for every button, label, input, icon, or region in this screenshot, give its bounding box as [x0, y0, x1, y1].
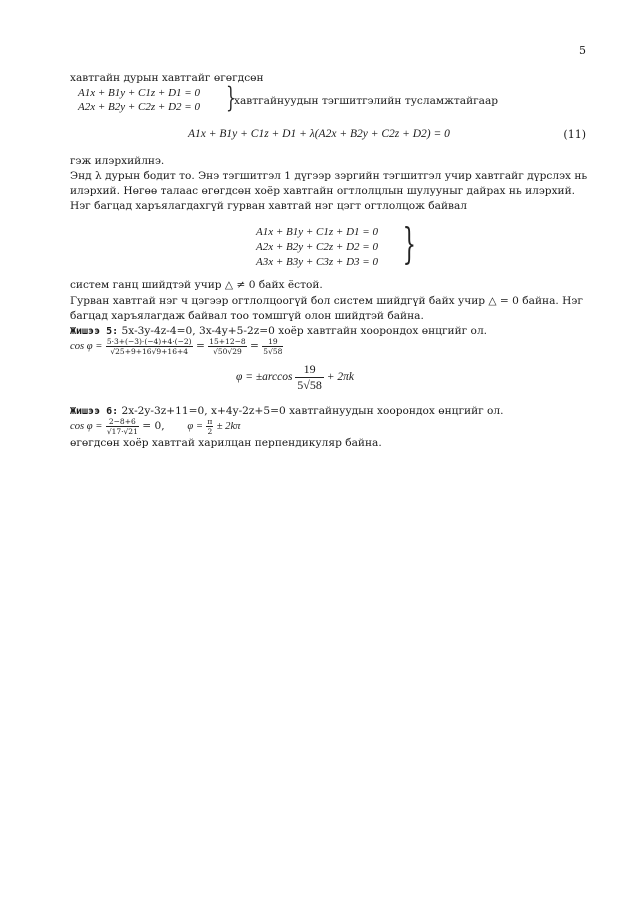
system-2-eq-3: A3x + B3y + C3z + D3 = 0 — [256, 256, 378, 268]
paragraph-2-line-2: Гурван хавтгай нэг ч цэгээр огтлолцоогүй бол систем шийдгүй байх учир △ = 0 байна. Нэг — [70, 295, 583, 307]
paragraph-1-line-2: Энд λ дурын бодит то. Энэ тэгшитгэл 1 дүгээр зэргийн тэгшитгэл учир хавтгайг дүрслэх нь — [70, 170, 588, 182]
example-5-result-denominator: 5√58 — [297, 378, 322, 392]
example-5-result-lhs: φ = ±arccos — [236, 371, 293, 384]
example-5-fraction-1 — [106, 337, 193, 356]
example-5-text: 5x-3y-4z-4=0, 3x-4y+5-2z=0 хоёр хавтгайн хоорондох өнцгийг ол. — [121, 325, 488, 337]
page-number: 5 — [579, 44, 586, 57]
example-5-equals-2: = — [250, 340, 259, 352]
example-5-cos-lhs: cos φ = — [70, 341, 103, 352]
example-5-label: Жишээ 5: — [70, 326, 119, 337]
example-6-phi-lhs: φ = — [187, 421, 203, 432]
example-5-result-numerator: 19 — [295, 362, 324, 378]
example-6-cos-line — [70, 416, 240, 437]
equation-11: A1x + B1y + C1z + D1 + λ(A2x + B2y + C2z + D2) = 0 — [188, 128, 450, 140]
example-5-fraction-1-denominator: √25+9+16√9+16+4 — [110, 346, 189, 356]
equation-11-number: (11) — [563, 128, 586, 141]
system-1 — [78, 86, 200, 114]
example-6-fraction — [106, 417, 139, 436]
paragraph-1-line-1: гэж илэрхийлнэ. — [70, 155, 165, 167]
paragraph-2-line-3: багцад харъялагдаж байвал тоо томшгүй олон шийдтэй байна. — [70, 310, 424, 322]
system-1-note: хавтгайнуудын тэгшитгэлийн тусламжтайгаар — [234, 95, 499, 107]
example-6-cos-lhs: cos φ = — [70, 421, 103, 432]
example-6-pi-numerator: π — [207, 416, 213, 426]
example-5-equals-1: = — [195, 340, 205, 352]
system-2-eq-2: A2x + B2y + C2z + D2 = 0 — [256, 241, 378, 253]
example-6-pi-fraction — [206, 417, 213, 436]
paragraph-2-line-1: систем ганц шийдтэй учир △ ≠ 0 байх ёстой. — [70, 279, 323, 291]
example-5-fraction-1-numerator: 5·3+(−3)·(−4)+4·(−2) — [106, 336, 192, 346]
system-2-brace: } — [402, 219, 417, 268]
example-5-fraction-2 — [208, 337, 246, 356]
system-1-eq-1: A1x + B1y + C1z + D1 = 0 — [78, 87, 200, 99]
system-2-eq-1: A1x + B1y + C1z + D1 = 0 — [256, 226, 378, 238]
example-5-fraction-2-numerator: 15+12−8 — [209, 336, 246, 346]
example-6-label: Жишээ 6: — [70, 406, 119, 417]
example-6-text: 2x-2y-3z+11=0, x+4y-2z+5=0 хавтгайнуудын хоорондох өнцгийг ол. — [121, 405, 504, 417]
system-1-brace: } — [226, 81, 236, 114]
paragraph-1-line-3: илэрхий. Нөгөө талаас өгөгдсөн хоёр хавтгайн огтлолцлын шулууныг дайрах нь илэрхий. — [70, 185, 576, 197]
system-1-eq-2: A2x + B2y + C2z + D2 = 0 — [78, 101, 200, 113]
example-5-fraction-3-numerator: 19 — [262, 337, 283, 347]
example-5-fraction-3 — [262, 337, 283, 356]
example-6-pi-denominator: 2 — [207, 426, 213, 436]
example-6-conclusion: өгөгдсөн хоёр хавтгай харилцан перпендикуляр байна. — [70, 437, 382, 449]
example-6-phi-rhs: ± 2kπ — [216, 421, 241, 432]
example-5-result — [236, 362, 354, 393]
example-6-cos-rhs: = 0, — [142, 420, 165, 432]
example-5-cos-line — [70, 336, 283, 357]
system-2 — [256, 225, 378, 270]
paragraph-1-line-4: Нэг багцад харъялагдахгүй гурван хавтгай нэг цэгт огтлолцож байвал — [70, 200, 468, 212]
example-5-fraction-2-denominator: √50√29 — [213, 346, 242, 356]
intro-line: хавтгайн дурын хавтгайг өгөгдсөн — [70, 72, 264, 84]
example-6-fraction-numerator: 2−8+6 — [106, 417, 139, 427]
example-6-fraction-denominator: √17·√21 — [106, 426, 138, 436]
example-5-fraction-3-denominator: 5√58 — [263, 346, 283, 356]
example-5-result-rhs: + 2πk — [326, 371, 355, 384]
example-5-result-fraction — [295, 362, 324, 393]
